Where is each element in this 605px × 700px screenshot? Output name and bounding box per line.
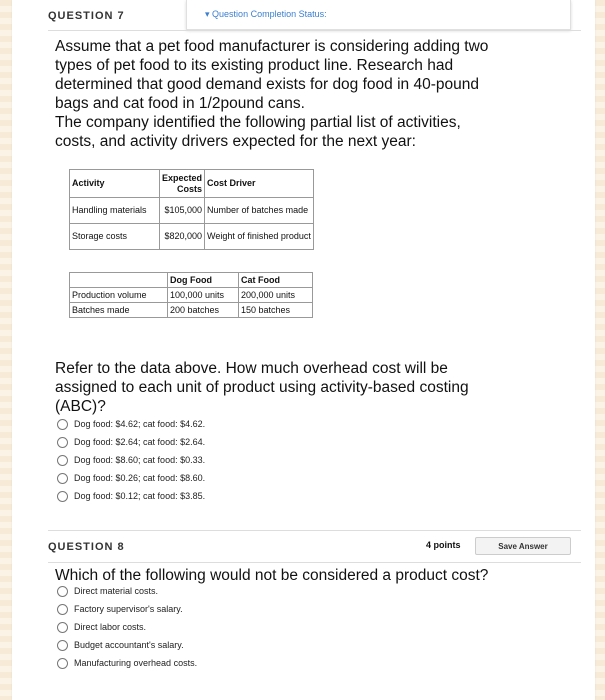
table-header-cell [70, 273, 168, 288]
table-header-cell: Dog Food [168, 273, 239, 288]
answer-option[interactable] [57, 469, 205, 487]
answer-option[interactable] [57, 600, 197, 618]
stem-line: types of pet food to its existing product line. Research had [55, 57, 454, 74]
activity-cost-table [69, 169, 314, 250]
table-cell: $105,000 [160, 198, 205, 224]
radio-button[interactable] [57, 437, 68, 448]
table-cell: Weight of finished product [205, 224, 314, 250]
option-label: Factory supervisor's salary. [74, 604, 183, 614]
option-label: Dog food: $4.62; cat food: $4.62. [74, 419, 206, 429]
table-cell: Handling materials [70, 198, 160, 224]
chevron-down-icon: ▾ [205, 9, 210, 19]
answer-option[interactable] [57, 451, 205, 469]
divider [48, 530, 581, 531]
table-cell: Number of batches made [205, 198, 314, 224]
answer-option[interactable] [57, 582, 197, 600]
answer-option[interactable] [57, 415, 205, 433]
table-row [70, 198, 314, 224]
stem-line: costs, and activity drivers expected for the next year: [55, 133, 416, 150]
question-8-prompt: Which of the following would not be considered a product cost? [55, 567, 489, 584]
table-row [70, 303, 313, 318]
table-header-row [70, 170, 314, 198]
option-label: Dog food: $0.12; cat food: $3.85. [74, 491, 206, 501]
answer-option[interactable] [57, 636, 197, 654]
table-cell: 200,000 units [239, 288, 313, 303]
stem-line: determined that good demand exists for dog food in 40-pound [55, 76, 479, 93]
points-label: 4 points [426, 540, 461, 550]
answer-option[interactable] [57, 654, 197, 672]
divider [48, 562, 581, 563]
table-row [70, 288, 313, 303]
page-edge-right [595, 0, 605, 700]
prompt-line: (ABC)? [55, 398, 106, 415]
question-8-options [57, 582, 197, 672]
answer-option[interactable] [57, 433, 205, 451]
table-header-row [70, 273, 313, 288]
answer-option[interactable] [57, 487, 205, 505]
option-label: Dog food: $8.60; cat food: $0.33. [74, 455, 206, 465]
option-label: Manufacturing overhead costs. [74, 658, 198, 668]
stem-line: The company identified the following partial list of activities, [55, 114, 461, 131]
stem-line: Assume that a pet food manufacturer is considering adding two [55, 38, 489, 55]
question-7-options [57, 415, 205, 505]
table-cell: $820,000 [160, 224, 205, 250]
table-header-cell: Cost Driver [205, 170, 314, 198]
radio-button[interactable] [57, 658, 68, 669]
page-edge-left [0, 0, 12, 700]
table-header-cell: Cat Food [239, 273, 313, 288]
table-header-cell: Expected Costs [160, 170, 205, 198]
option-label: Direct material costs. [74, 586, 159, 596]
radio-button[interactable] [57, 419, 68, 430]
prompt-line: Refer to the data above. How much overhead cost will be [55, 360, 448, 377]
completion-status-label: Question Completion Status: [212, 9, 327, 19]
radio-button[interactable] [57, 586, 68, 597]
completion-status-box[interactable] [186, 0, 571, 30]
option-label: Budget accountant's salary. [74, 640, 184, 650]
question-7-header: QUESTION 7 [48, 10, 125, 22]
table-cell: 100,000 units [168, 288, 239, 303]
table-header-cell: Activity [70, 170, 160, 198]
table-cell: 150 batches [239, 303, 313, 318]
divider [48, 30, 581, 31]
option-label: Dog food: $0.26; cat food: $8.60. [74, 473, 206, 483]
option-label: Direct labor costs. [74, 622, 147, 632]
radio-button[interactable] [57, 604, 68, 615]
table-cell: Production volume [70, 288, 168, 303]
prompt-line: assigned to each unit of product using activity-based costing [55, 379, 469, 396]
production-volume-table [69, 272, 313, 318]
radio-button[interactable] [57, 473, 68, 484]
table-cell: Storage costs [70, 224, 160, 250]
stem-line: bags and cat food in 1/2pound cans. [55, 95, 305, 112]
question-8-header: QUESTION 8 [48, 541, 125, 553]
answer-option[interactable] [57, 618, 197, 636]
question-7-prompt [55, 359, 545, 416]
radio-button[interactable] [57, 640, 68, 651]
table-cell: Batches made [70, 303, 168, 318]
table-cell: 200 batches [168, 303, 239, 318]
radio-button[interactable] [57, 491, 68, 502]
question-7-stem [55, 37, 545, 151]
option-label: Dog food: $2.64; cat food: $2.64. [74, 437, 206, 447]
table-row [70, 224, 314, 250]
radio-button[interactable] [57, 455, 68, 466]
radio-button[interactable] [57, 622, 68, 633]
save-answer-button[interactable]: Save Answer [475, 537, 571, 555]
